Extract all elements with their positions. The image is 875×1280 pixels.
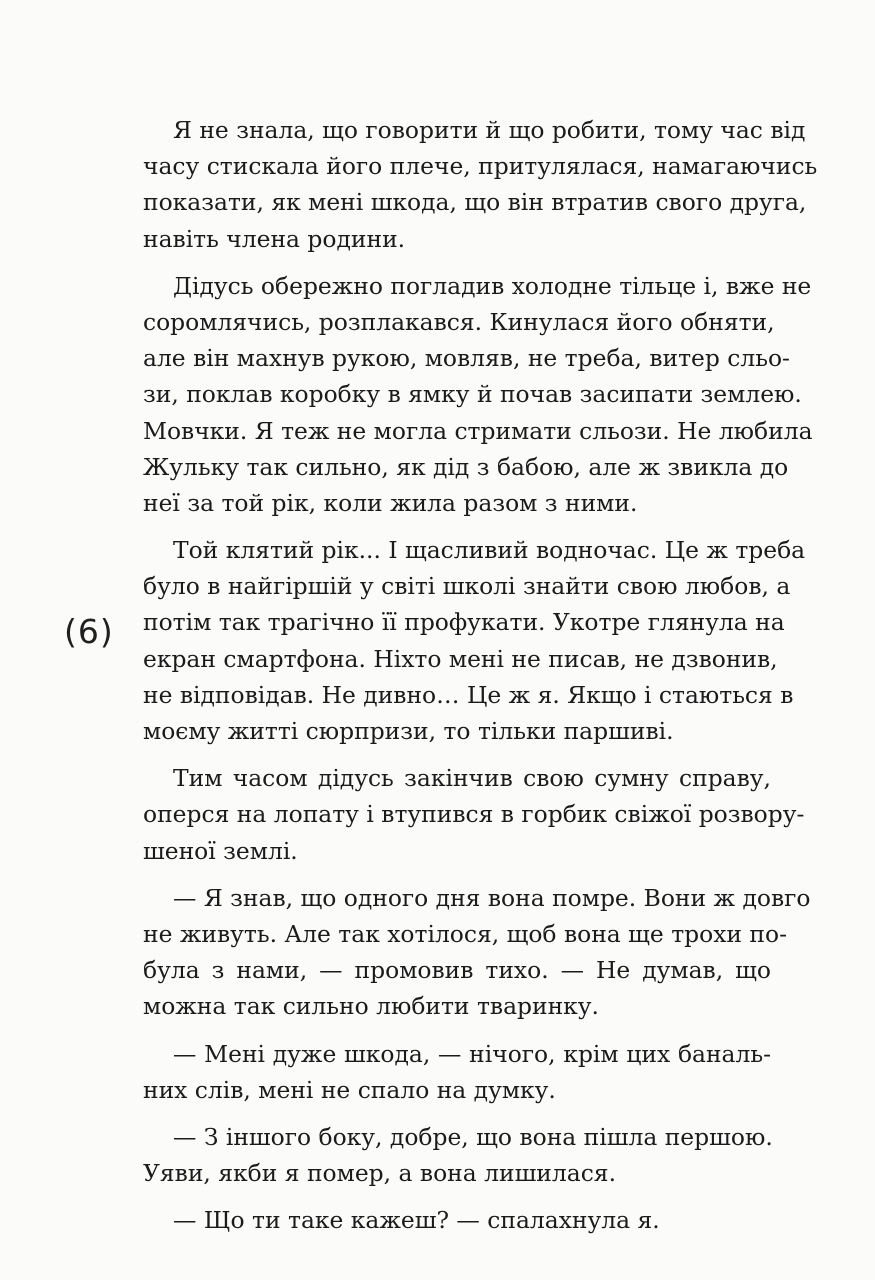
text-line: шеної землі. [143,836,298,865]
paragraph [143,760,805,869]
paragraph [143,112,818,257]
text-line: Мовчки. Я теж не могла стримати сльози. Не любила [143,416,813,445]
text-line: потім так трагічно її профукати. Укотре глянула на [143,608,785,637]
text-line: моєму житті сюрпризи, то тільки паршиві. [143,717,674,745]
text-line: часу стискала його плече, притулялася, намагаючись [143,152,818,181]
paragraph [143,1119,771,1191]
paragraph [143,532,806,749]
body-text [143,112,818,1249]
text-line: неї за той рік, коли жила разом з ними. [143,488,638,517]
text-line: можна так сильно любити тваринку. [143,992,599,1021]
text-line: Я не знала, що говорити й що робити, тому час від [173,116,806,144]
text-line: була з нами, — промовив тихо. — Не думав, що [143,956,771,985]
page-number: (6) [64,612,114,651]
text-line: Дідусь обережно погладив холодне тільце і, вже не [173,271,812,300]
text-line: Жульку так сильно, як дід з бабою, але ж звикла до [143,452,789,481]
text-line: — Я знав, що одного дня вона помре. Вони ж довго [173,883,811,912]
paragraph [143,1036,771,1108]
text-line: було в найгіршій у світі школі знайти свою любов, а [143,572,791,601]
text-line: зи, поклав коробку в ямку й почав засипати землею. [143,380,802,409]
text-line: — Мені дуже шкода, — нічого, крім цих баналь- [173,1039,771,1068]
text-line: показати, як мені шкода, що він втратив свого друга, [143,188,807,217]
text-line: не живуть. Але так хотілося, щоб вона ще трохи по- [143,919,787,948]
paragraph [143,880,811,1025]
text-line: них слів, мені не спало на думку. [143,1075,556,1104]
text-line: Тим часом дідусь закінчив свою сумну справу, [173,764,771,793]
text-line: навіть члена родини. [143,224,406,253]
text-line: не відповідав. Не дивно… Це ж я. Якщо і стаються в [143,680,794,709]
text-line: але він махнув рукою, мовляв, не треба, витер сльо- [143,344,790,373]
paragraph [143,1202,771,1238]
paragraph [143,268,813,521]
text-line: — Що ти таке кажеш? — спалахнула я. [173,1206,660,1235]
text-line: соромлячись, розплакався. Кинулася його обняти, [143,307,775,336]
text-line: оперся на лопату і втупився в горбик свіжої розвору- [143,800,805,829]
text-line: екран смартфона. Ніхто мені не писав, не дзвонив, [143,644,778,673]
text-line: Той клятий рік... І щасливий водночас. Це ж треба [173,536,806,565]
text-line: Уяви, якби я помер, а вона лишилася. [143,1159,616,1188]
text-line: — З іншого боку, добре, що вона пішла першою. [173,1122,773,1151]
